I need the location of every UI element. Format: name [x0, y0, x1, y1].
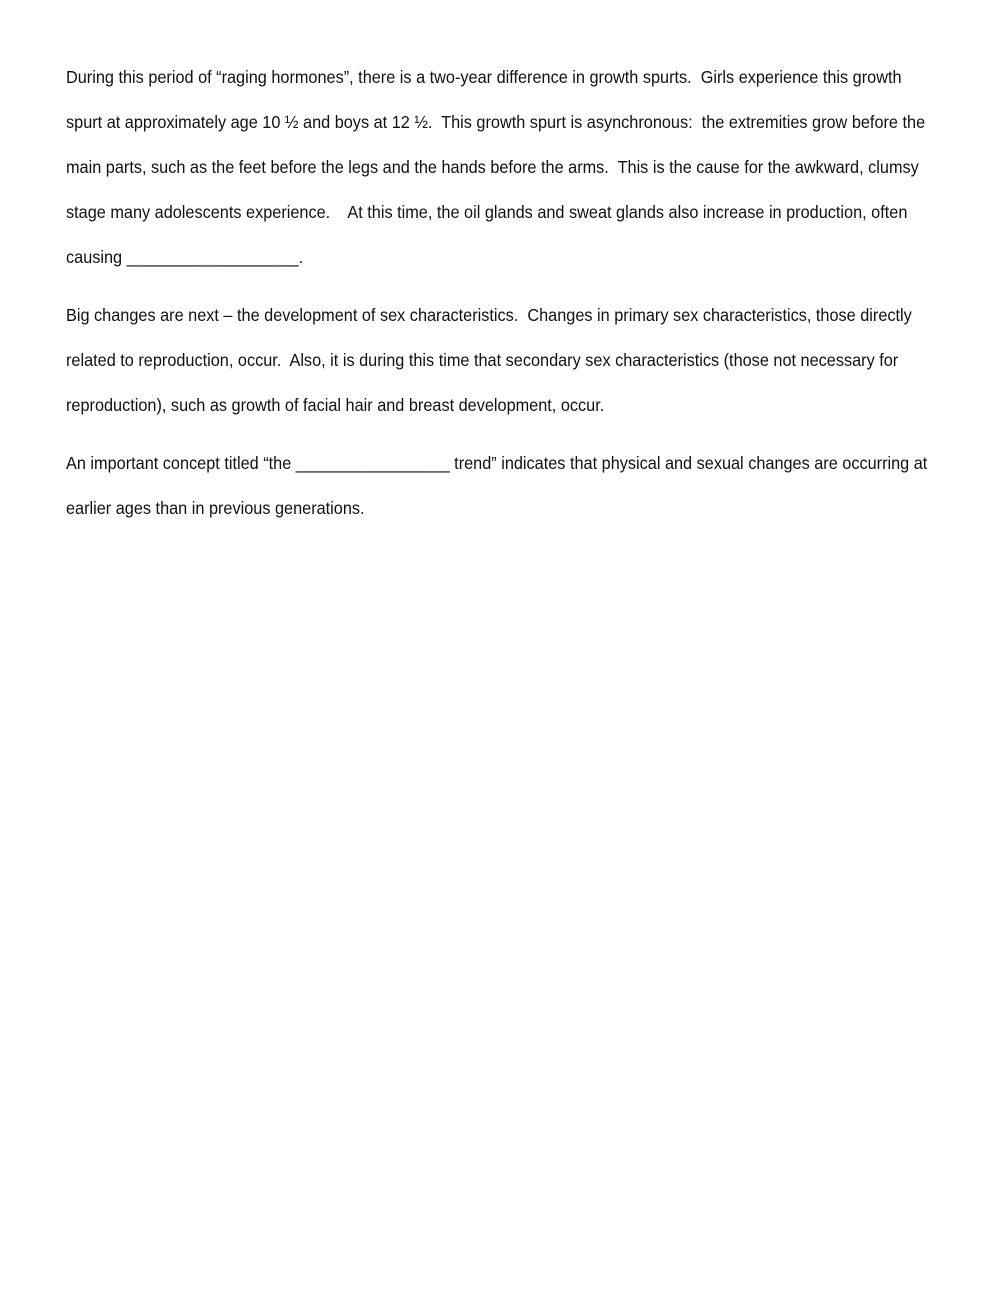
- paragraph-trend-concept: [66, 441, 936, 531]
- text-line: During this period of “raging hormones”, there is a two-year difference in growth spurts. Girls experience this growth: [66, 67, 902, 87]
- paragraph-spacer: [66, 428, 936, 441]
- paragraph-growth-spurts: [66, 55, 936, 280]
- text-line: spurt at approximately age 10 ½ and boys at 12 ½. This growth spurt is asynchronous: the extremities grow before the: [66, 112, 926, 132]
- text-line: main parts, such as the feet before the legs and the hands before the arms. This is the cause for the awkward, clumsy: [66, 157, 919, 177]
- text-line-with-blank: causing ___________________.: [66, 247, 304, 267]
- text-line: Big changes are next – the development of sex characteristics. Changes in primary sex characteristics, those directly: [66, 305, 912, 325]
- document-body: [66, 55, 936, 531]
- text-line: related to reproduction, occur. Also, it is during this time that secondary sex characteristics (those not necessary for: [66, 350, 899, 370]
- paragraph-spacer: [66, 280, 936, 293]
- paragraph-sex-characteristics: [66, 293, 936, 428]
- text-line: earlier ages than in previous generations.: [66, 498, 365, 518]
- text-line: stage many adolescents experience. At this time, the oil glands and sweat glands also increase in production, often: [66, 202, 908, 222]
- text-line-with-blank: An important concept titled “the _________________ trend” indicates that physical and sexual changes are occurring at: [66, 453, 928, 473]
- text-line: reproduction), such as growth of facial hair and breast development, occur.: [66, 395, 605, 415]
